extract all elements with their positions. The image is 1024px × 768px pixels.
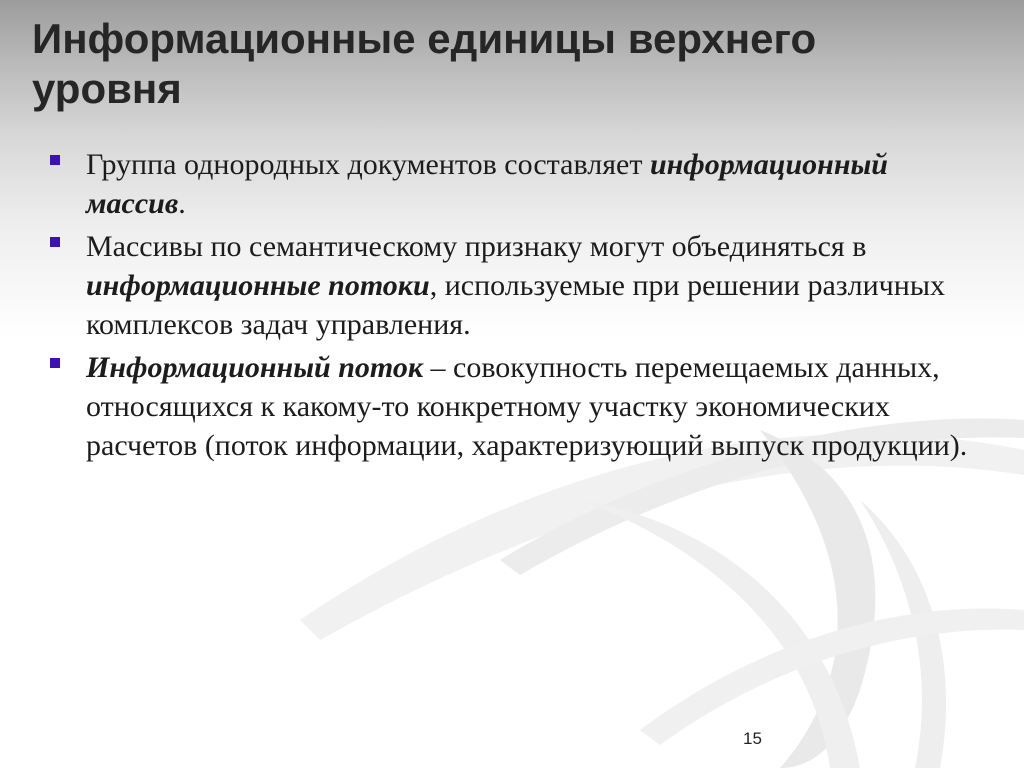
square-bullet-icon [50,358,60,368]
bullet-text: Массивы по семантическому признаку могут объединяться в [86,230,867,263]
bullet-item-2 [50,227,980,344]
bullet-term: Информационный поток [86,351,424,384]
bullet-text: Группа однородных документов составляет [86,148,650,181]
bullet-item-1 [50,145,980,223]
square-bullet-icon [50,155,60,165]
bullet-text-end: , используемые при решении различных комплексов задач управления. [86,269,945,341]
swirl-band-3 [760,430,875,768]
bullet-text-end: . [178,187,186,220]
slide-title: Информационные единицы верхнего уровня [32,15,817,112]
bullet-text-end: – совокупность перемещаемых данных, относящихся к какому-то конкретному участку экономических расчетов (поток информации, характеризующий выпуск продукции). [86,351,968,462]
bullet-list [50,145,980,469]
square-bullet-icon [50,237,60,247]
bullet-term: информационный массив [86,148,888,220]
bullet-term: информационные потоки [86,269,430,302]
page-number: 15 [743,729,762,748]
bullet-item-3 [50,348,980,465]
